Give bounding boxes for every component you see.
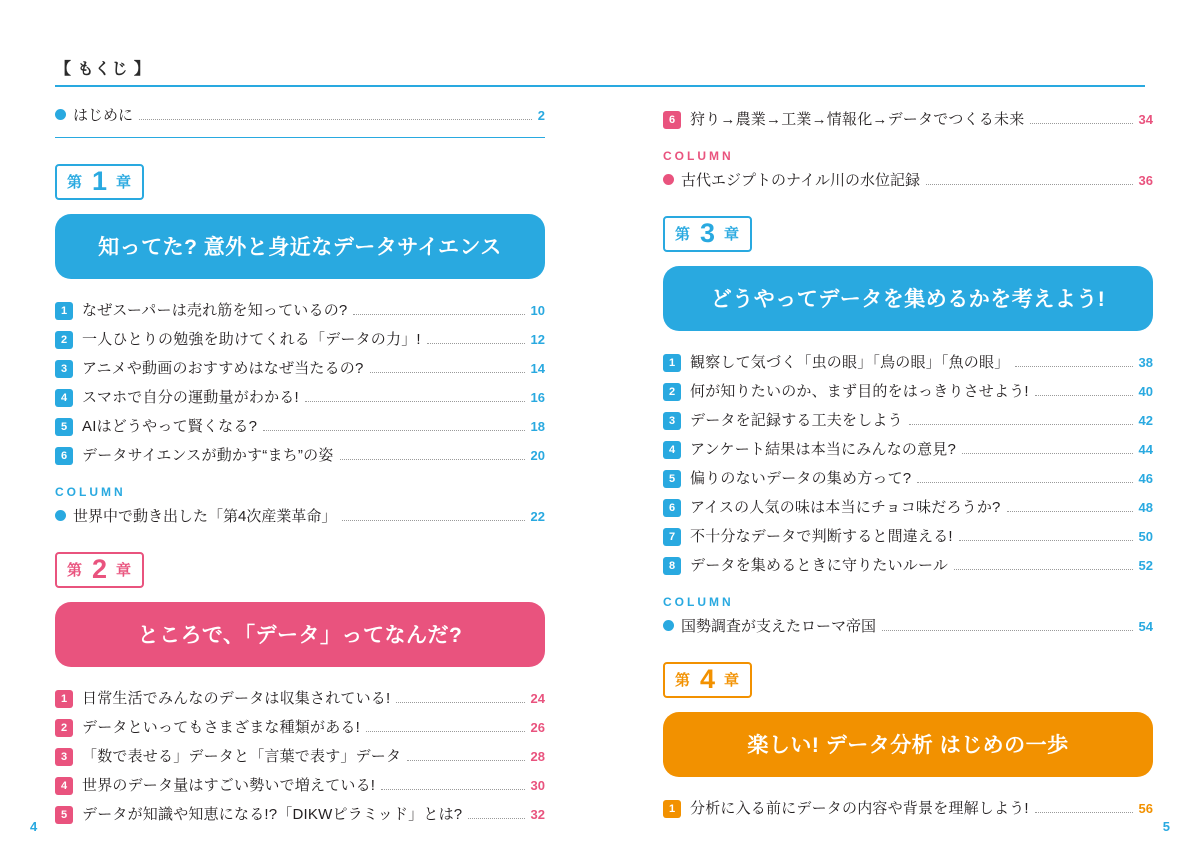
leader-dots [366, 722, 525, 732]
leader-dots [407, 751, 524, 761]
column-entry-label: 国勢調査が支えたローマ帝国 [681, 618, 877, 635]
leader-dots [1015, 357, 1132, 367]
item-label: データを記録する工夫をしよう [690, 412, 903, 429]
item-number: 5 [663, 470, 681, 488]
item-label: スマホで自分の運動量がわかる! [82, 389, 299, 406]
leader-dots [263, 421, 524, 431]
chapter-1-items [55, 295, 545, 469]
leader-dots [396, 693, 524, 703]
page-number: 24 [530, 691, 545, 706]
chapter-badge-prefix: 第 [67, 562, 84, 579]
page-number: 10 [530, 303, 545, 318]
list-item[interactable] [55, 353, 545, 382]
chapter-badge-2 [55, 552, 144, 588]
bullet-dot-icon [663, 174, 674, 185]
chapter-badge-suffix: 章 [116, 562, 133, 579]
right-column [663, 98, 1153, 822]
chapter-badge-suffix: 章 [724, 226, 741, 243]
chapter-title-banner-3: どうやってデータを集めるかを考えよう! [663, 266, 1153, 331]
bullet-dot-icon [663, 620, 674, 631]
item-number: 4 [663, 441, 681, 459]
list-item[interactable] [55, 324, 545, 353]
item-number: 2 [55, 719, 73, 737]
list-item[interactable] [55, 770, 545, 799]
item-number: 6 [663, 499, 681, 517]
folio-right: 5 [1162, 819, 1170, 834]
item-label: アイスの人気の味は本当にチョコ味だろうか? [690, 499, 1001, 516]
leader-dots [468, 809, 524, 819]
page-number: 14 [530, 361, 545, 376]
item-label: 何が知りたいのか、まず目的をはっきりさせよう! [690, 383, 1029, 400]
list-item[interactable] [55, 683, 545, 712]
page-number: 44 [1138, 442, 1153, 457]
item-label: 「数で表せる」データと「言葉で表す」データ [82, 748, 402, 765]
leader-dots [1007, 502, 1133, 512]
leader-dots [342, 511, 524, 521]
item-label: 観察して気づく「虫の眼」「鳥の眼」「魚の眼」 [690, 354, 1010, 371]
leader-dots [353, 305, 524, 315]
item-label: データといってもさまざまな種類がある! [82, 719, 360, 736]
list-item[interactable] [663, 521, 1153, 550]
item-number: 1 [663, 800, 681, 818]
leader-dots [427, 334, 525, 344]
leader-dots [882, 621, 1133, 631]
item-number: 3 [663, 412, 681, 430]
item-number: 2 [55, 331, 73, 349]
column-entry[interactable] [663, 615, 1153, 636]
page-number: 16 [530, 390, 545, 405]
list-item[interactable] [55, 440, 545, 469]
list-item[interactable] [55, 741, 545, 770]
chapter-badge-number: 3 [700, 218, 716, 248]
list-item[interactable] [663, 463, 1153, 492]
page-number: 26 [530, 720, 545, 735]
leader-dots [340, 450, 525, 460]
list-item[interactable] [55, 411, 545, 440]
chapter-2-continued-items [663, 104, 1153, 133]
chapter-badge-3 [663, 216, 752, 252]
page-number: 54 [1138, 619, 1153, 634]
item-label: 一人ひとりの勉強を助けてくれる「データの力」! [82, 331, 421, 348]
page-number: 56 [1138, 801, 1153, 816]
section-divider [55, 137, 545, 138]
list-item[interactable] [55, 295, 545, 324]
toc-entry-intro[interactable] [55, 104, 545, 125]
chapter-badge-suffix: 章 [724, 672, 741, 689]
item-number: 7 [663, 528, 681, 546]
chapter-badge-prefix: 第 [67, 174, 84, 191]
page-number: 12 [530, 332, 545, 347]
leader-dots [909, 415, 1133, 425]
page-number: 50 [1138, 529, 1153, 544]
chapter-title-banner-4: 楽しい! データ分析 はじめの一歩 [663, 712, 1153, 777]
list-item[interactable] [55, 382, 545, 411]
page-number: 38 [1138, 355, 1153, 370]
item-number: 4 [55, 777, 73, 795]
page-number: 22 [530, 509, 545, 524]
page-number: 18 [530, 419, 545, 434]
column-entry[interactable] [55, 505, 545, 526]
item-number: 6 [55, 447, 73, 465]
item-label: データが知識や知恵になる!?「DIKWピラミッド」とは? [82, 806, 463, 823]
list-item[interactable] [55, 799, 545, 828]
column-heading: COLUMN [55, 485, 126, 499]
chapter-badge-1 [55, 164, 144, 200]
chapter-2-items [55, 683, 545, 828]
column-entry-label: 古代エジプトのナイル川の水位記録 [681, 172, 920, 189]
item-number: 1 [55, 690, 73, 708]
leader-dots [1035, 803, 1133, 813]
chapter-title-banner-1: 知ってた? 意外と身近なデータサイエンス [55, 214, 545, 279]
list-item[interactable] [663, 405, 1153, 434]
folio-left: 4 [30, 819, 38, 834]
chapter-badge-prefix: 第 [675, 226, 692, 243]
item-label: データを集めるときに守りたいルール [690, 557, 949, 574]
page-number: 30 [530, 778, 545, 793]
list-item[interactable] [663, 793, 1153, 822]
list-item[interactable] [663, 376, 1153, 405]
toc-entry-label: はじめに [73, 107, 134, 124]
item-label: アニメや動画のおすすめはなぜ当たるの? [82, 360, 364, 377]
item-number: 8 [663, 557, 681, 575]
list-item[interactable] [663, 550, 1153, 579]
page-number: 20 [530, 448, 545, 463]
page-number: 28 [530, 749, 545, 764]
item-number: 2 [663, 383, 681, 401]
bullet-dot-icon [55, 510, 66, 521]
leader-dots [139, 110, 532, 120]
leader-dots [305, 392, 525, 402]
toc-header [55, 56, 1145, 87]
bullet-dot-icon [55, 109, 66, 120]
chapter-3-items [663, 347, 1153, 579]
chapter-badge-prefix: 第 [675, 672, 692, 689]
item-number: 3 [55, 748, 73, 766]
page-number: 46 [1138, 471, 1153, 486]
item-label: アンケート結果は本当にみんなの意見? [690, 441, 957, 458]
chapter-badge-number: 1 [92, 166, 108, 196]
page-number: 34 [1138, 112, 1153, 127]
page-number: 42 [1138, 413, 1153, 428]
leader-dots [962, 444, 1132, 454]
list-item[interactable] [663, 347, 1153, 376]
item-label: 日常生活でみんなのデータは収集されている! [82, 690, 391, 707]
chapter-badge-number: 2 [92, 554, 108, 584]
leader-dots [959, 531, 1133, 541]
leader-dots [381, 780, 524, 790]
item-label: なぜスーパーは売れ筋を知っているの? [82, 302, 348, 319]
column-heading: COLUMN [663, 595, 734, 609]
left-column [55, 98, 545, 828]
list-item[interactable] [663, 492, 1153, 521]
chapter-4-items [663, 793, 1153, 822]
column-entry[interactable] [663, 169, 1153, 190]
item-label: 偏りのないデータの集め方って? [690, 470, 912, 487]
leader-dots [926, 175, 1133, 185]
item-number: 1 [55, 302, 73, 320]
header-rule [55, 85, 1145, 87]
chapter-title-banner-2: ところで、「データ」ってなんだ? [55, 602, 545, 667]
item-number: 4 [55, 389, 73, 407]
item-label: 狩り→農業→工業→情報化→データでつくる未来 [690, 111, 1025, 128]
item-number: 5 [55, 806, 73, 824]
list-item[interactable] [663, 434, 1153, 463]
list-item[interactable] [663, 104, 1153, 133]
page-number: 52 [1138, 558, 1153, 573]
leader-dots [1035, 386, 1133, 396]
item-label: 不十分なデータで判断すると間違える! [690, 528, 953, 545]
chapter-badge-number: 4 [700, 664, 716, 694]
item-label: データサイエンスが動かす“まち”の姿 [82, 447, 334, 464]
page-number: 36 [1138, 173, 1153, 188]
item-number: 1 [663, 354, 681, 372]
item-number: 6 [663, 111, 681, 129]
page-title: 【 もくじ 】 [55, 61, 151, 78]
page-number: 40 [1138, 384, 1153, 399]
list-item[interactable] [55, 712, 545, 741]
item-label: AIはどうやって賢くなる? [82, 418, 258, 435]
item-number: 5 [55, 418, 73, 436]
page-number: 48 [1138, 500, 1153, 515]
leader-dots [370, 363, 525, 373]
column-heading: COLUMN [663, 149, 734, 163]
item-label: 世界のデータ量はすごい勢いで増えている! [82, 777, 376, 794]
page-number: 2 [537, 108, 545, 123]
leader-dots [954, 560, 1132, 570]
leader-dots [917, 473, 1132, 483]
chapter-badge-4 [663, 662, 752, 698]
chapter-badge-suffix: 章 [116, 174, 133, 191]
item-label: 分析に入る前にデータの内容や背景を理解しよう! [690, 800, 1029, 817]
page-number: 32 [530, 807, 545, 822]
column-entry-label: 世界中で動き出した「第4次産業革命」 [73, 508, 337, 525]
item-number: 3 [55, 360, 73, 378]
leader-dots [1030, 114, 1132, 124]
